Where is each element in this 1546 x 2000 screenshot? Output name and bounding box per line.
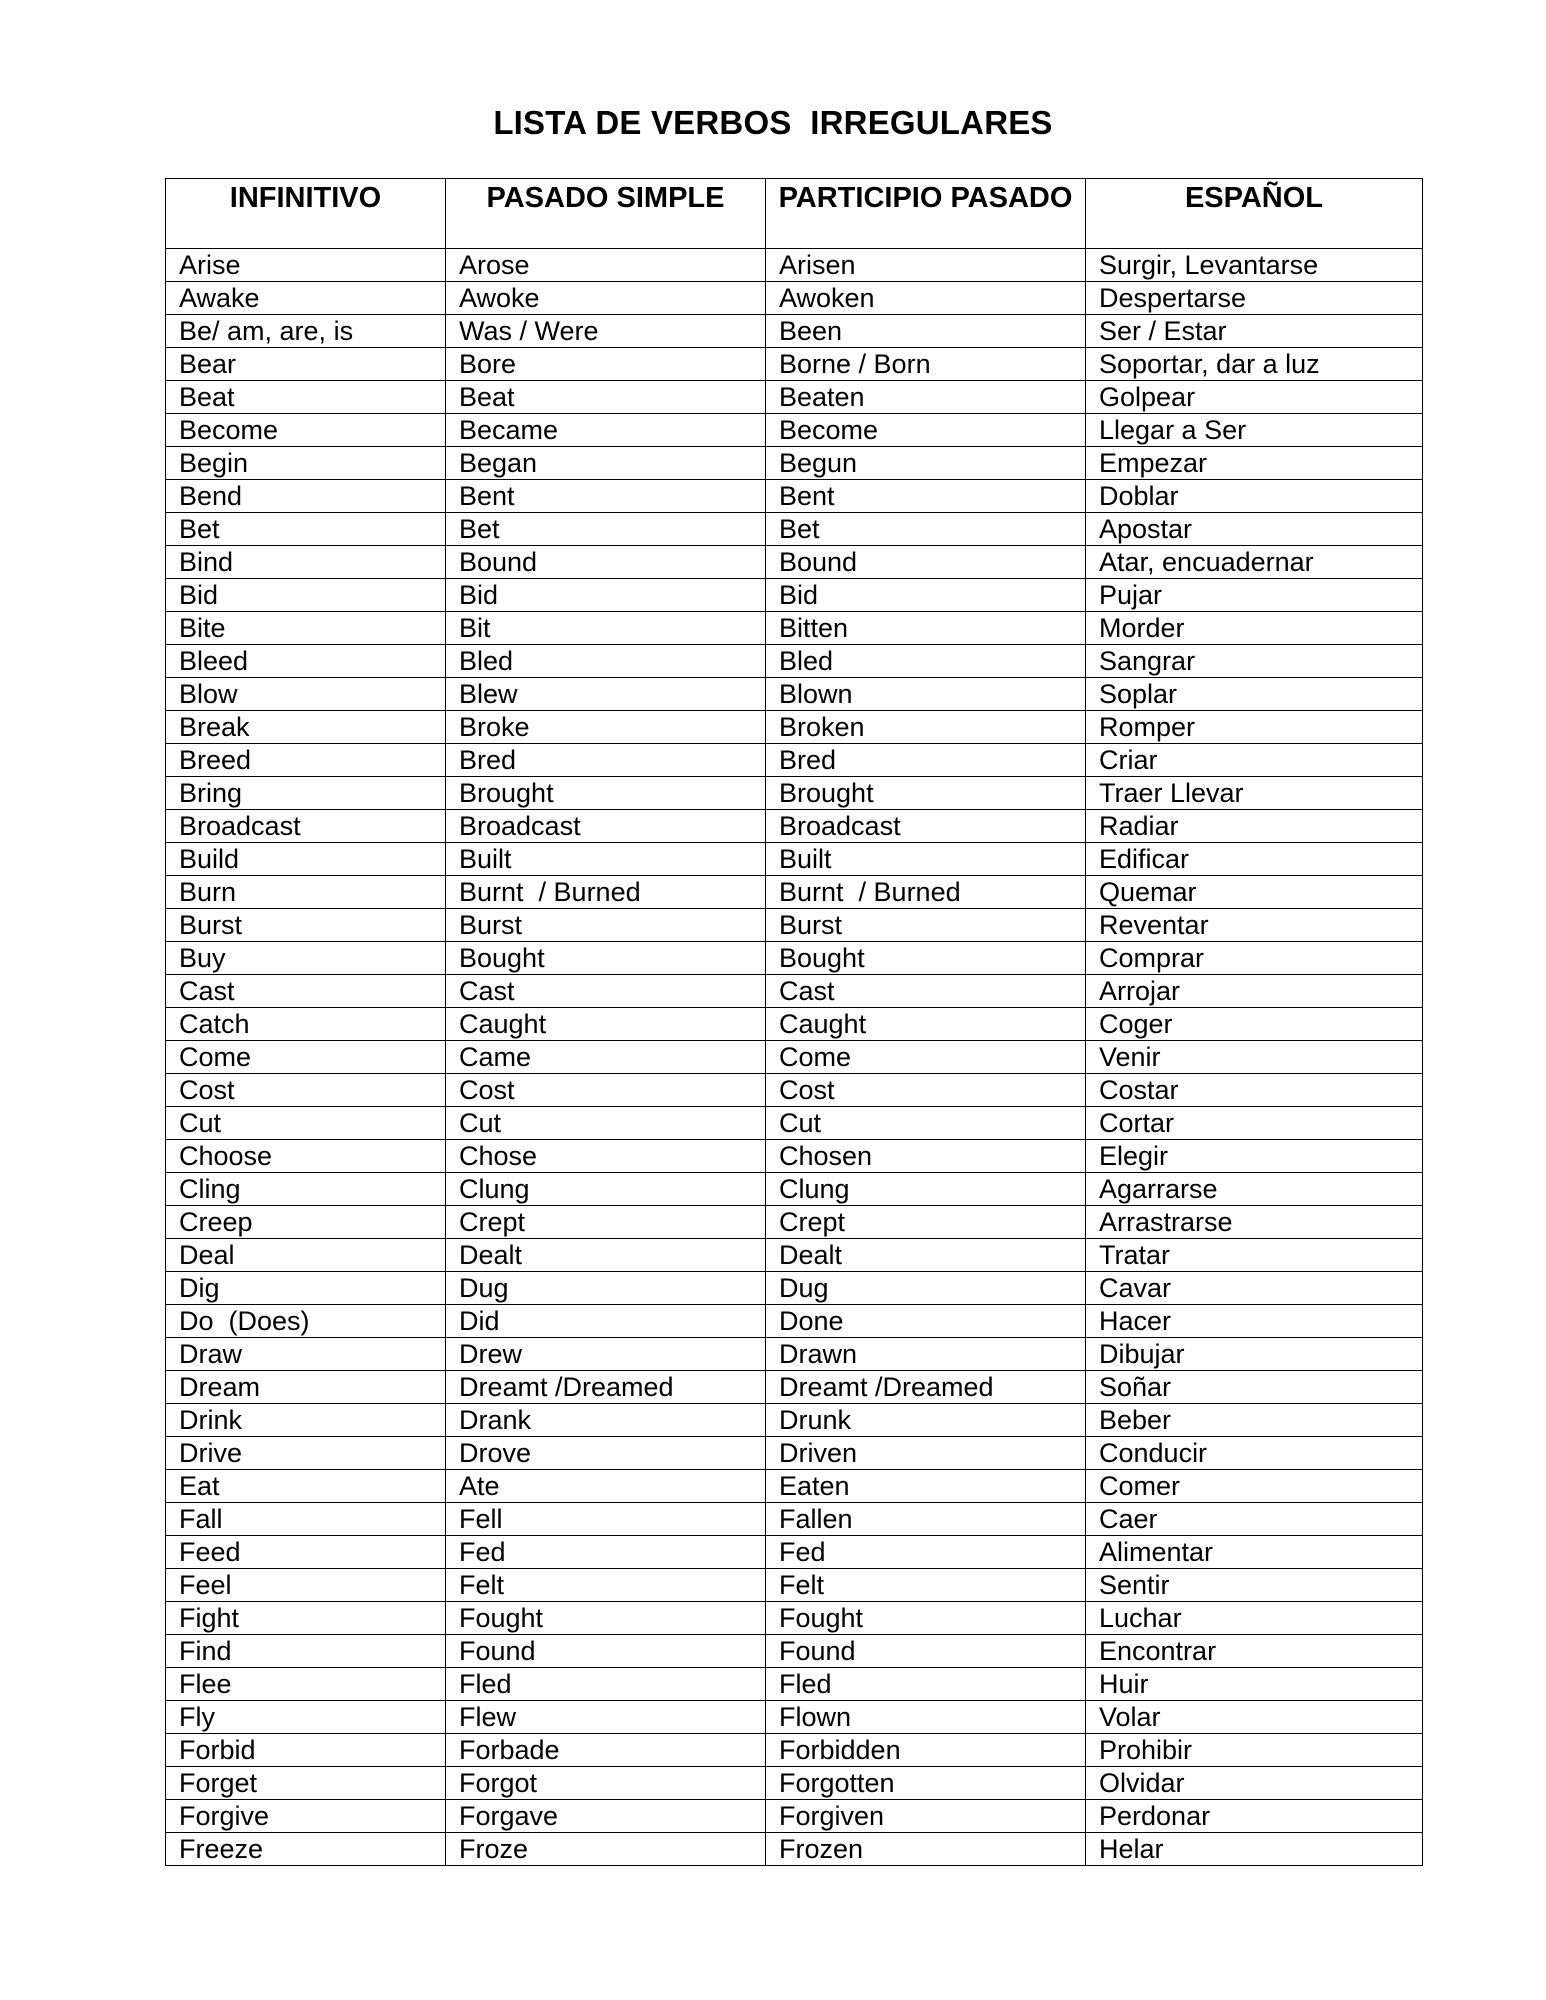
pasado-simple-cell: Forbade — [446, 1734, 766, 1767]
participio-pasado-cell: Flown — [766, 1701, 1086, 1734]
header-infinitivo: INFINITIVO — [166, 179, 446, 249]
participio-pasado-cell: Burnt / Burned — [766, 876, 1086, 909]
table-row — [166, 1503, 1423, 1536]
infinitivo-cell: Bite — [166, 612, 446, 645]
participio-pasado-cell: Dreamt /Dreamed — [766, 1371, 1086, 1404]
espanol-cell: Hacer — [1086, 1305, 1423, 1338]
infinitivo-cell: Feel — [166, 1569, 446, 1602]
participio-pasado-cell: Bled — [766, 645, 1086, 678]
espanol-cell: Soportar, dar a luz — [1086, 348, 1423, 381]
infinitivo-cell: Be/ am, are, is — [166, 315, 446, 348]
header-participio-pasado: PARTICIPIO PASADO — [766, 179, 1086, 249]
table-row — [166, 249, 1423, 282]
table-row — [166, 546, 1423, 579]
participio-pasado-cell: Cut — [766, 1107, 1086, 1140]
espanol-cell: Olvidar — [1086, 1767, 1423, 1800]
pasado-simple-cell: Bought — [446, 942, 766, 975]
espanol-cell: Huir — [1086, 1668, 1423, 1701]
participio-pasado-cell: Arisen — [766, 249, 1086, 282]
table-row — [166, 942, 1423, 975]
espanol-cell: Doblar — [1086, 480, 1423, 513]
pasado-simple-cell: Was / Were — [446, 315, 766, 348]
espanol-cell: Ser / Estar — [1086, 315, 1423, 348]
infinitivo-cell: Break — [166, 711, 446, 744]
pasado-simple-cell: Arose — [446, 249, 766, 282]
infinitivo-cell: Bend — [166, 480, 446, 513]
espanol-cell: Romper — [1086, 711, 1423, 744]
espanol-cell: Perdonar — [1086, 1800, 1423, 1833]
pasado-simple-cell: Fed — [446, 1536, 766, 1569]
espanol-cell: Conducir — [1086, 1437, 1423, 1470]
pasado-simple-cell: Bound — [446, 546, 766, 579]
participio-pasado-cell: Brought — [766, 777, 1086, 810]
infinitivo-cell: Become — [166, 414, 446, 447]
participio-pasado-cell: Beaten — [766, 381, 1086, 414]
infinitivo-cell: Begin — [166, 447, 446, 480]
infinitivo-cell: Creep — [166, 1206, 446, 1239]
pasado-simple-cell: Broadcast — [446, 810, 766, 843]
participio-pasado-cell: Bought — [766, 942, 1086, 975]
pasado-simple-cell: Fell — [446, 1503, 766, 1536]
pasado-simple-cell: Ate — [446, 1470, 766, 1503]
infinitivo-cell: Beat — [166, 381, 446, 414]
espanol-cell: Sentir — [1086, 1569, 1423, 1602]
pasado-simple-cell: Bid — [446, 579, 766, 612]
espanol-cell: Dibujar — [1086, 1338, 1423, 1371]
infinitivo-cell: Come — [166, 1041, 446, 1074]
participio-pasado-cell: Fought — [766, 1602, 1086, 1635]
espanol-cell: Quemar — [1086, 876, 1423, 909]
table-row — [166, 843, 1423, 876]
pasado-simple-cell: Flew — [446, 1701, 766, 1734]
infinitivo-cell: Dream — [166, 1371, 446, 1404]
espanol-cell: Golpear — [1086, 381, 1423, 414]
infinitivo-cell: Flee — [166, 1668, 446, 1701]
infinitivo-cell: Fight — [166, 1602, 446, 1635]
participio-pasado-cell: Cast — [766, 975, 1086, 1008]
infinitivo-cell: Arise — [166, 249, 446, 282]
table-row — [166, 777, 1423, 810]
infinitivo-cell: Dig — [166, 1272, 446, 1305]
table-row — [166, 480, 1423, 513]
pasado-simple-cell: Caught — [446, 1008, 766, 1041]
table-row — [166, 1800, 1423, 1833]
infinitivo-cell: Breed — [166, 744, 446, 777]
participio-pasado-cell: Caught — [766, 1008, 1086, 1041]
pasado-simple-cell: Brought — [446, 777, 766, 810]
table-row — [166, 381, 1423, 414]
infinitivo-cell: Cost — [166, 1074, 446, 1107]
pasado-simple-cell: Froze — [446, 1833, 766, 1866]
espanol-cell: Prohibir — [1086, 1734, 1423, 1767]
table-row — [166, 1371, 1423, 1404]
pasado-simple-cell: Beat — [446, 381, 766, 414]
espanol-cell: Helar — [1086, 1833, 1423, 1866]
table-row — [166, 1239, 1423, 1272]
pasado-simple-cell: Bent — [446, 480, 766, 513]
espanol-cell: Pujar — [1086, 579, 1423, 612]
table-row — [166, 1107, 1423, 1140]
participio-pasado-cell: Become — [766, 414, 1086, 447]
infinitivo-cell: Feed — [166, 1536, 446, 1569]
infinitivo-cell: Cling — [166, 1173, 446, 1206]
participio-pasado-cell: Fallen — [766, 1503, 1086, 1536]
participio-pasado-cell: Bet — [766, 513, 1086, 546]
pasado-simple-cell: Forgot — [446, 1767, 766, 1800]
table-row — [166, 909, 1423, 942]
table-row — [166, 1437, 1423, 1470]
participio-pasado-cell: Frozen — [766, 1833, 1086, 1866]
table-row — [166, 1272, 1423, 1305]
espanol-cell: Reventar — [1086, 909, 1423, 942]
espanol-cell: Volar — [1086, 1701, 1423, 1734]
table-row — [166, 1338, 1423, 1371]
table-row — [166, 1206, 1423, 1239]
espanol-cell: Beber — [1086, 1404, 1423, 1437]
table-row — [166, 447, 1423, 480]
infinitivo-cell: Forget — [166, 1767, 446, 1800]
table-row — [166, 678, 1423, 711]
espanol-cell: Arrojar — [1086, 975, 1423, 1008]
espanol-cell: Elegir — [1086, 1140, 1423, 1173]
pasado-simple-cell: Blew — [446, 678, 766, 711]
participio-pasado-cell: Driven — [766, 1437, 1086, 1470]
participio-pasado-cell: Done — [766, 1305, 1086, 1338]
espanol-cell: Traer Llevar — [1086, 777, 1423, 810]
table-row — [166, 1701, 1423, 1734]
espanol-cell: Alimentar — [1086, 1536, 1423, 1569]
verb-table — [165, 178, 1423, 1866]
espanol-cell: Venir — [1086, 1041, 1423, 1074]
table-row — [166, 612, 1423, 645]
table-header-row — [166, 179, 1423, 249]
participio-pasado-cell: Burst — [766, 909, 1086, 942]
table-row — [166, 1470, 1423, 1503]
participio-pasado-cell: Broadcast — [766, 810, 1086, 843]
pasado-simple-cell: Cast — [446, 975, 766, 1008]
infinitivo-cell: Bet — [166, 513, 446, 546]
pasado-simple-cell: Bled — [446, 645, 766, 678]
participio-pasado-cell: Forgiven — [766, 1800, 1086, 1833]
espanol-cell: Soplar — [1086, 678, 1423, 711]
espanol-cell: Comer — [1086, 1470, 1423, 1503]
infinitivo-cell: Draw — [166, 1338, 446, 1371]
table-row — [166, 348, 1423, 381]
participio-pasado-cell: Borne / Born — [766, 348, 1086, 381]
infinitivo-cell: Freeze — [166, 1833, 446, 1866]
espanol-cell: Soñar — [1086, 1371, 1423, 1404]
espanol-cell: Agarrarse — [1086, 1173, 1423, 1206]
espanol-cell: Criar — [1086, 744, 1423, 777]
infinitivo-cell: Cast — [166, 975, 446, 1008]
espanol-cell: Apostar — [1086, 513, 1423, 546]
table-row — [166, 810, 1423, 843]
table-row — [166, 975, 1423, 1008]
participio-pasado-cell: Crept — [766, 1206, 1086, 1239]
table-row — [166, 711, 1423, 744]
participio-pasado-cell: Begun — [766, 447, 1086, 480]
infinitivo-cell: Fall — [166, 1503, 446, 1536]
table-row — [166, 1569, 1423, 1602]
espanol-cell: Tratar — [1086, 1239, 1423, 1272]
table-row — [166, 513, 1423, 546]
pasado-simple-cell: Began — [446, 447, 766, 480]
participio-pasado-cell: Fled — [766, 1668, 1086, 1701]
table-row — [166, 1041, 1423, 1074]
pasado-simple-cell: Awoke — [446, 282, 766, 315]
pasado-simple-cell: Drank — [446, 1404, 766, 1437]
pasado-simple-cell: Bet — [446, 513, 766, 546]
infinitivo-cell: Drive — [166, 1437, 446, 1470]
table-row — [166, 1074, 1423, 1107]
participio-pasado-cell: Dealt — [766, 1239, 1086, 1272]
pasado-simple-cell: Bore — [446, 348, 766, 381]
pasado-simple-cell: Came — [446, 1041, 766, 1074]
espanol-cell: Radiar — [1086, 810, 1423, 843]
infinitivo-cell: Bind — [166, 546, 446, 579]
infinitivo-cell: Eat — [166, 1470, 446, 1503]
espanol-cell: Arrastrarse — [1086, 1206, 1423, 1239]
table-row — [166, 414, 1423, 447]
table-row — [166, 876, 1423, 909]
pasado-simple-cell: Burnt / Burned — [446, 876, 766, 909]
espanol-cell: Coger — [1086, 1008, 1423, 1041]
participio-pasado-cell: Been — [766, 315, 1086, 348]
pasado-simple-cell: Fought — [446, 1602, 766, 1635]
infinitivo-cell: Bid — [166, 579, 446, 612]
table-row — [166, 1536, 1423, 1569]
espanol-cell: Surgir, Levantarse — [1086, 249, 1423, 282]
participio-pasado-cell: Bound — [766, 546, 1086, 579]
espanol-cell: Atar, encuadernar — [1086, 546, 1423, 579]
infinitivo-cell: Burst — [166, 909, 446, 942]
pasado-simple-cell: Dealt — [446, 1239, 766, 1272]
table-row — [166, 1668, 1423, 1701]
espanol-cell: Edificar — [1086, 843, 1423, 876]
table-row — [166, 1767, 1423, 1800]
infinitivo-cell: Build — [166, 843, 446, 876]
table-row — [166, 579, 1423, 612]
table-row — [166, 1404, 1423, 1437]
pasado-simple-cell: Built — [446, 843, 766, 876]
page-title: LISTA DE VERBOS IRREGULARES — [493, 104, 1053, 141]
participio-pasado-cell: Built — [766, 843, 1086, 876]
espanol-cell: Comprar — [1086, 942, 1423, 975]
pasado-simple-cell: Cost — [446, 1074, 766, 1107]
participio-pasado-cell: Blown — [766, 678, 1086, 711]
pasado-simple-cell: Burst — [446, 909, 766, 942]
espanol-cell: Caer — [1086, 1503, 1423, 1536]
espanol-cell: Despertarse — [1086, 282, 1423, 315]
espanol-cell: Sangrar — [1086, 645, 1423, 678]
table-row — [166, 1734, 1423, 1767]
pasado-simple-cell: Felt — [446, 1569, 766, 1602]
table-row — [166, 645, 1423, 678]
infinitivo-cell: Fly — [166, 1701, 446, 1734]
participio-pasado-cell: Drunk — [766, 1404, 1086, 1437]
participio-pasado-cell: Bred — [766, 744, 1086, 777]
pasado-simple-cell: Found — [446, 1635, 766, 1668]
table-row — [166, 1140, 1423, 1173]
espanol-cell: Cavar — [1086, 1272, 1423, 1305]
pasado-simple-cell: Drew — [446, 1338, 766, 1371]
verb-table-body — [166, 249, 1423, 1866]
participio-pasado-cell: Bid — [766, 579, 1086, 612]
participio-pasado-cell: Bent — [766, 480, 1086, 513]
infinitivo-cell: Buy — [166, 942, 446, 975]
participio-pasado-cell: Forgotten — [766, 1767, 1086, 1800]
participio-pasado-cell: Felt — [766, 1569, 1086, 1602]
table-row — [166, 1305, 1423, 1338]
participio-pasado-cell: Chosen — [766, 1140, 1086, 1173]
participio-pasado-cell: Awoken — [766, 282, 1086, 315]
pasado-simple-cell: Did — [446, 1305, 766, 1338]
pasado-simple-cell: Clung — [446, 1173, 766, 1206]
header-espanol: ESPAÑOL — [1086, 179, 1423, 249]
infinitivo-cell: Burn — [166, 876, 446, 909]
infinitivo-cell: Bleed — [166, 645, 446, 678]
espanol-cell: Costar — [1086, 1074, 1423, 1107]
espanol-cell: Empezar — [1086, 447, 1423, 480]
table-row — [166, 1008, 1423, 1041]
pasado-simple-cell: Dreamt /Dreamed — [446, 1371, 766, 1404]
infinitivo-cell: Forgive — [166, 1800, 446, 1833]
infinitivo-cell: Broadcast — [166, 810, 446, 843]
table-row — [166, 1602, 1423, 1635]
espanol-cell: Luchar — [1086, 1602, 1423, 1635]
participio-pasado-cell: Broken — [766, 711, 1086, 744]
header-pasado-simple: PASADO SIMPLE — [446, 179, 766, 249]
infinitivo-cell: Catch — [166, 1008, 446, 1041]
table-row — [166, 1173, 1423, 1206]
participio-pasado-cell: Clung — [766, 1173, 1086, 1206]
espanol-cell: Cortar — [1086, 1107, 1423, 1140]
participio-pasado-cell: Eaten — [766, 1470, 1086, 1503]
participio-pasado-cell: Dug — [766, 1272, 1086, 1305]
participio-pasado-cell: Drawn — [766, 1338, 1086, 1371]
pasado-simple-cell: Became — [446, 414, 766, 447]
pasado-simple-cell: Cut — [446, 1107, 766, 1140]
infinitivo-cell: Cut — [166, 1107, 446, 1140]
pasado-simple-cell: Fled — [446, 1668, 766, 1701]
pasado-simple-cell: Drove — [446, 1437, 766, 1470]
infinitivo-cell: Bear — [166, 348, 446, 381]
espanol-cell: Encontrar — [1086, 1635, 1423, 1668]
table-row — [166, 1833, 1423, 1866]
infinitivo-cell: Forbid — [166, 1734, 446, 1767]
pasado-simple-cell: Bred — [446, 744, 766, 777]
espanol-cell: Llegar a Ser — [1086, 414, 1423, 447]
infinitivo-cell: Drink — [166, 1404, 446, 1437]
pasado-simple-cell: Forgave — [446, 1800, 766, 1833]
table-row — [166, 315, 1423, 348]
infinitivo-cell: Do (Does) — [166, 1305, 446, 1338]
espanol-cell: Morder — [1086, 612, 1423, 645]
participio-pasado-cell: Fed — [766, 1536, 1086, 1569]
participio-pasado-cell: Found — [766, 1635, 1086, 1668]
participio-pasado-cell: Bitten — [766, 612, 1086, 645]
infinitivo-cell: Bring — [166, 777, 446, 810]
infinitivo-cell: Choose — [166, 1140, 446, 1173]
infinitivo-cell: Blow — [166, 678, 446, 711]
pasado-simple-cell: Dug — [446, 1272, 766, 1305]
pasado-simple-cell: Chose — [446, 1140, 766, 1173]
table-row — [166, 282, 1423, 315]
participio-pasado-cell: Cost — [766, 1074, 1086, 1107]
participio-pasado-cell: Come — [766, 1041, 1086, 1074]
infinitivo-cell: Awake — [166, 282, 446, 315]
pasado-simple-cell: Broke — [446, 711, 766, 744]
infinitivo-cell: Deal — [166, 1239, 446, 1272]
pasado-simple-cell: Bit — [446, 612, 766, 645]
pasado-simple-cell: Crept — [446, 1206, 766, 1239]
table-row — [166, 1635, 1423, 1668]
table-row — [166, 744, 1423, 777]
participio-pasado-cell: Forbidden — [766, 1734, 1086, 1767]
infinitivo-cell: Find — [166, 1635, 446, 1668]
